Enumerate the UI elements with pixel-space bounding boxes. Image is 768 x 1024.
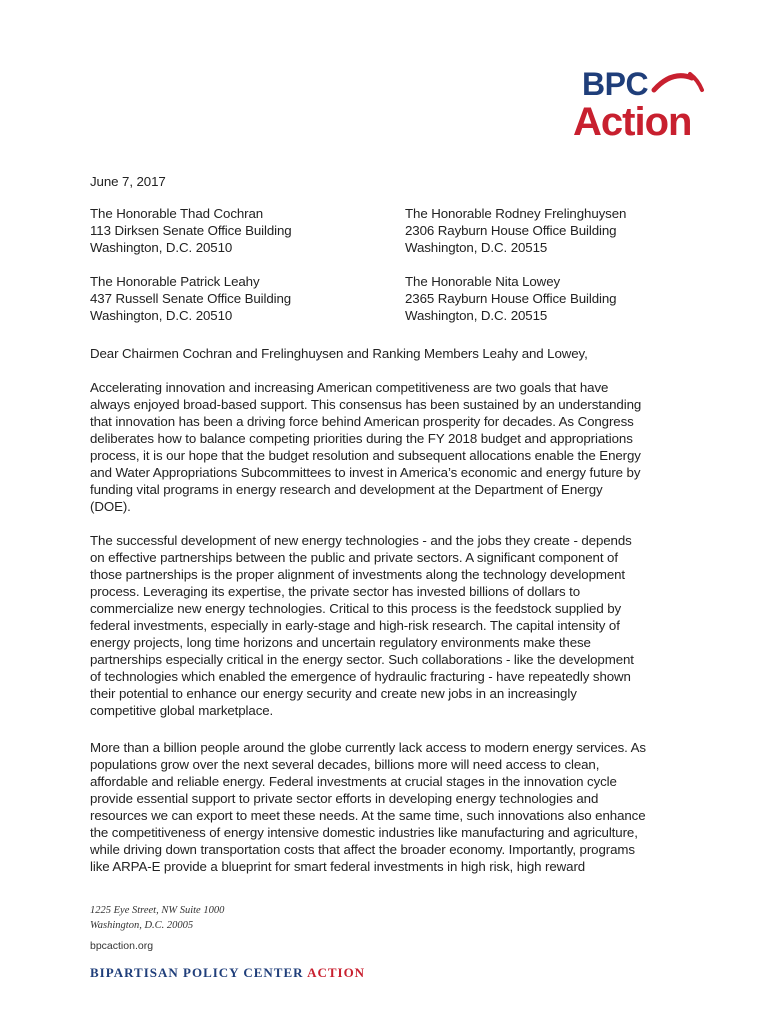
logo-bpc-text: BPC <box>582 66 649 102</box>
paragraph-line: on effective partnerships between the public and private sectors. A significant component of <box>90 550 618 565</box>
paragraph-line: of technologies which enabled the emergence of hydraulic fracturing - have repeatedly shown <box>90 669 631 684</box>
paragraph-line: Accelerating innovation and increasing American competitiveness are two goals that have <box>90 380 609 395</box>
recipient-address <box>405 205 705 256</box>
body-paragraph <box>90 532 715 719</box>
recipient-name: The Honorable Rodney Frelinghuysen <box>405 206 627 221</box>
paragraph-line: and Water Appropriations Subcommittees to invest in America’s economic and energy future by <box>90 465 641 480</box>
paragraph-line: affordable and reliable energy. Federal investments at crucial stages in the innovation cycle <box>90 774 617 789</box>
recipient-city: Washington, D.C. 20515 <box>405 240 548 255</box>
recipient-address <box>90 205 390 256</box>
paragraph-line: like ARPA-E provide a blueprint for smart federal investments in high risk, high reward <box>90 859 586 874</box>
recipient-address <box>405 273 705 324</box>
logo-action-text: Action <box>573 100 692 144</box>
footer-address-line: Washington, D.C. 20005 <box>90 920 194 931</box>
paragraph-line: partnerships especially critical in the energy sector. Such collaborations - like the development <box>90 652 634 667</box>
paragraph-line: provide essential support to private sector efforts in developing energy technologies and <box>90 791 599 806</box>
body-paragraph <box>90 379 715 515</box>
paragraph-line: energy projects, long time horizons and uncertain regulatory environments make these <box>90 635 591 650</box>
recipient-office: 437 Russell Senate Office Building <box>90 291 292 306</box>
letter-salutation: Dear Chairmen Cochran and Frelinghuysen and Ranking Members Leahy and Lowey, <box>90 346 588 361</box>
footer-address-line: 1225 Eye Street, NW Suite 1000 <box>90 905 225 916</box>
letter-date: June 7, 2017 <box>90 174 166 189</box>
recipient-city: Washington, D.C. 20510 <box>90 308 233 323</box>
paragraph-line: while driving down transportation costs that affect the broader economy. Importantly, programs <box>90 842 635 857</box>
paragraph-line: that innovation has been a driving force behind American prosperity for decades. As Congress <box>90 414 634 429</box>
footer-org-main: BIPARTISAN POLICY CENTER <box>90 965 304 980</box>
paragraph-line: process, it is our hope that the budget resolution and subsequent allocations enable the Energy <box>90 448 641 463</box>
paragraph-line: funding vital programs in energy research and development at the Department of Energy <box>90 482 603 497</box>
paragraph-line: The successful development of new energy technologies - and the jobs they create - depends <box>90 533 632 548</box>
paragraph-line: (DOE). <box>90 499 131 514</box>
paragraph-line: competitive global marketplace. <box>90 703 274 718</box>
footer-organization-name <box>90 965 365 981</box>
recipient-name: The Honorable Thad Cochran <box>90 206 264 221</box>
paragraph-line: resources we can export to meet these needs. At the same time, such innovations also enhance <box>90 808 646 823</box>
recipient-office: 2365 Rayburn House Office Building <box>405 291 617 306</box>
footer-address <box>90 903 224 933</box>
body-paragraph <box>90 739 715 875</box>
paragraph-line: commercialize new energy technologies. Critical to this process is the feedstock supplied by <box>90 601 622 616</box>
footer-website-link[interactable]: bpcaction.org <box>90 940 154 952</box>
paragraph-line: the competitiveness of energy intensive domestic industries like manufacturing and agriculture, <box>90 825 638 840</box>
recipient-office: 2306 Rayburn House Office Building <box>405 223 617 238</box>
paragraph-line: process. Leveraging its expertise, the private sector has invested billions of dollars to <box>90 584 580 599</box>
recipient-address <box>90 273 390 324</box>
recipient-city: Washington, D.C. 20515 <box>405 308 548 323</box>
paragraph-line: those partnerships is the proper alignment of investments along the technology development <box>90 567 626 582</box>
recipient-city: Washington, D.C. 20510 <box>90 240 233 255</box>
paragraph-line: deliberates how to balance competing priorities during the FY 2018 budget and appropriations <box>90 431 633 446</box>
paragraph-line: always enjoyed broad-based support. This consensus has been sustained by an understanding <box>90 397 642 412</box>
paragraph-line: More than a billion people around the globe currently lack access to modern energy services. As <box>90 740 646 755</box>
recipient-name: The Honorable Nita Lowey <box>405 274 561 289</box>
bpc-action-logo <box>572 66 707 146</box>
recipient-name: The Honorable Patrick Leahy <box>90 274 260 289</box>
logo-arc-icon <box>650 68 706 98</box>
paragraph-line: their potential to enhance our energy security and create new jobs in an increasingly <box>90 686 577 701</box>
footer-org-accent: ACTION <box>307 965 366 980</box>
recipient-office: 113 Dirksen Senate Office Building <box>90 223 292 238</box>
paragraph-line: federal investments, especially in early-stage and high-risk research. The capital intensity of <box>90 618 620 633</box>
paragraph-line: populations grow over the next several decades, billions more will need access to clean, <box>90 757 600 772</box>
